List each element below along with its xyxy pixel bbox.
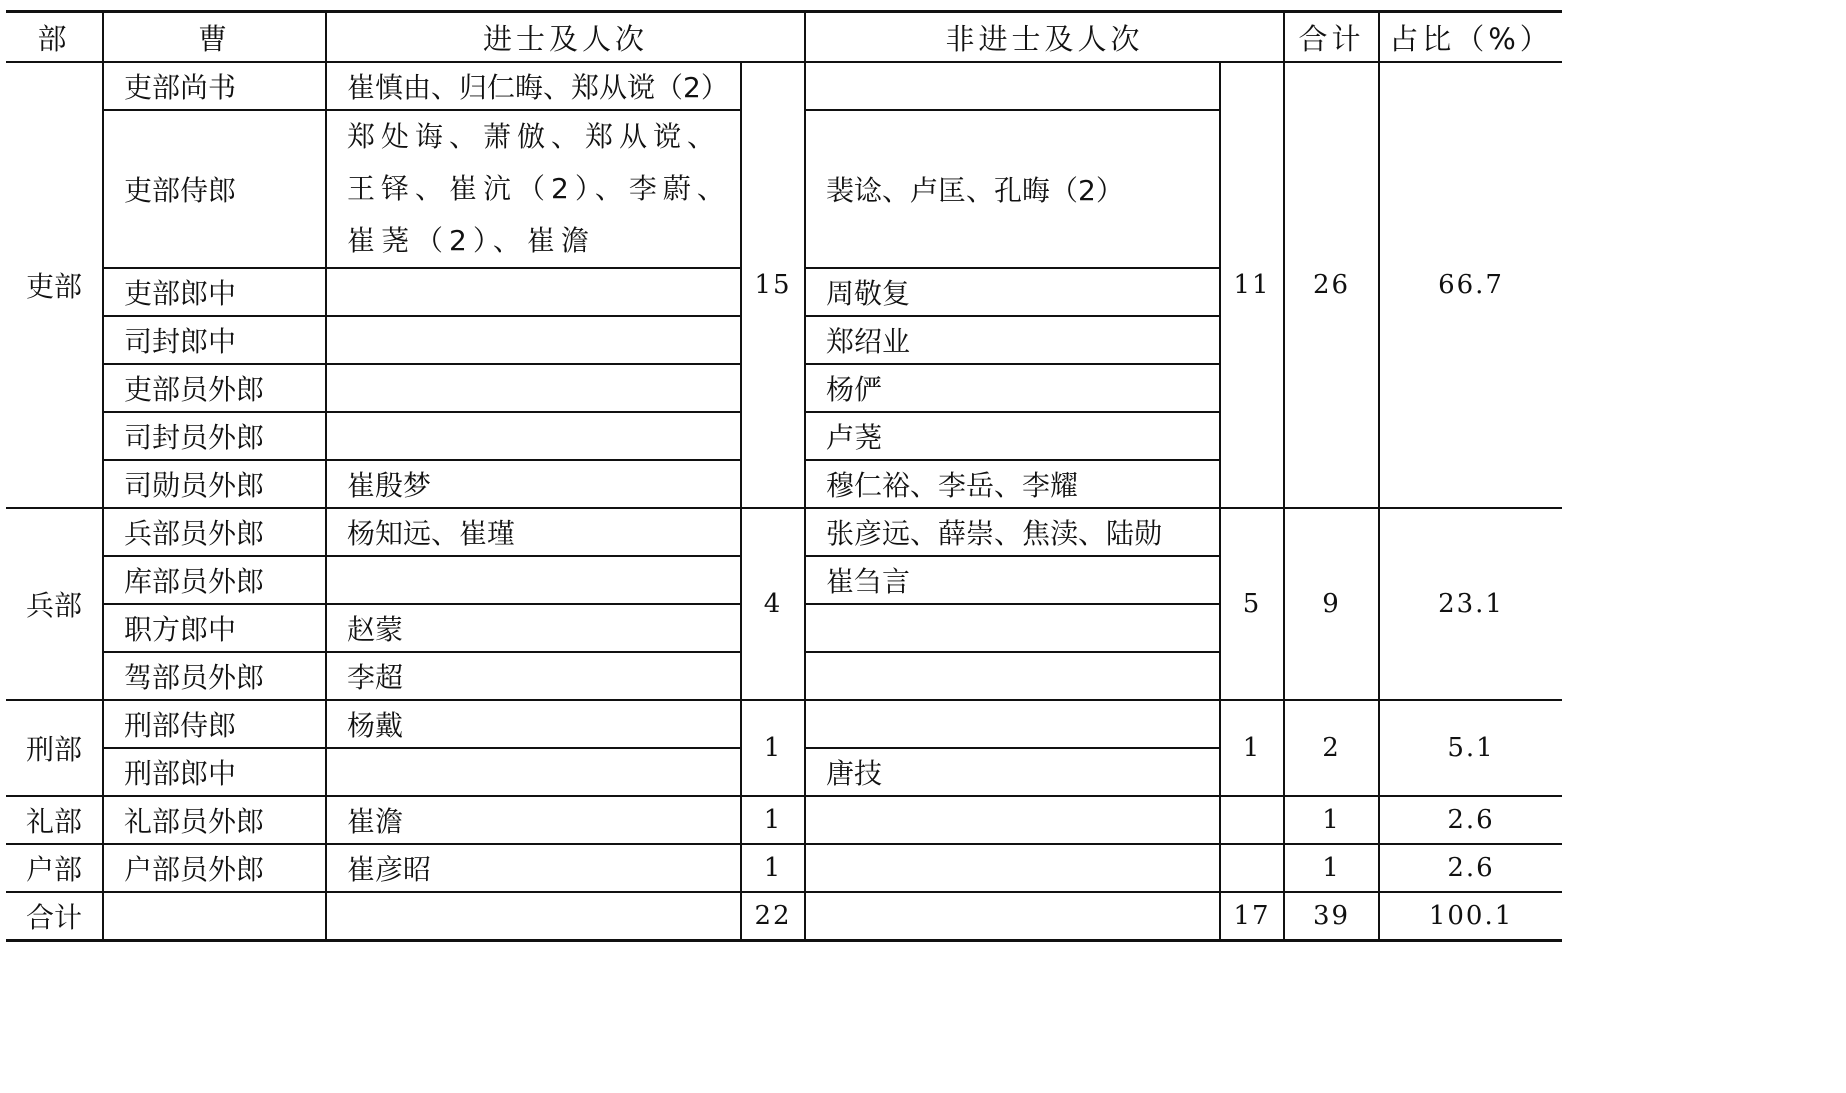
cao-cell: 司封员外郎 xyxy=(103,412,326,460)
jinshi-names-cell xyxy=(326,268,741,316)
jinshi-names-cell: 崔彦昭 xyxy=(326,844,741,892)
total-cell: 26 xyxy=(1284,62,1379,508)
summary-jinshi-names-cell xyxy=(326,892,741,941)
pct-cell: 5.1 xyxy=(1379,700,1562,796)
pct-cell: 23.1 xyxy=(1379,508,1562,700)
table-row xyxy=(6,844,1562,892)
cao-cell: 礼部员外郎 xyxy=(103,796,326,844)
header-jinshi: 进士及人次 xyxy=(326,12,805,63)
dept-cell: 礼部 xyxy=(6,796,103,844)
jinshi-names-cell: 崔澹 xyxy=(326,796,741,844)
dept-cell: 户部 xyxy=(6,844,103,892)
table-container xyxy=(6,10,1562,942)
cao-cell: 司勋员外郎 xyxy=(103,460,326,508)
cao-cell: 司封郎中 xyxy=(103,316,326,364)
fei-names-cell xyxy=(805,796,1220,844)
summary-label: 合计 xyxy=(6,892,103,941)
cao-cell: 吏部侍郎 xyxy=(103,110,326,268)
fei-names-cell: 杨俨 xyxy=(805,364,1220,412)
fei-names-cell xyxy=(805,62,1220,110)
total-cell: 2 xyxy=(1284,700,1379,796)
jinshi-names-cell xyxy=(326,412,741,460)
cao-cell: 吏部尚书 xyxy=(103,62,326,110)
cao-cell: 兵部员外郎 xyxy=(103,508,326,556)
total-cell: 9 xyxy=(1284,508,1379,700)
fei-names-cell: 卢荛 xyxy=(805,412,1220,460)
jinshi-count-cell: 1 xyxy=(741,796,805,844)
fei-names-cell: 周敬复 xyxy=(805,268,1220,316)
fei-names-cell xyxy=(805,604,1220,652)
summary-pct: 100.1 xyxy=(1379,892,1562,941)
header-zhanbi: 占比（%） xyxy=(1379,12,1562,63)
fei-names-cell: 裴谂、卢匡、孔晦（2） xyxy=(805,110,1220,268)
dept-cell: 刑部 xyxy=(6,700,103,796)
header-row xyxy=(6,12,1562,63)
total-cell: 1 xyxy=(1284,844,1379,892)
header-heji: 合计 xyxy=(1284,12,1379,63)
jinshi-names-cell xyxy=(326,748,741,796)
fei-count-cell: 5 xyxy=(1220,508,1284,700)
jinshi-count-cell: 15 xyxy=(741,62,805,508)
jinshi-names-cell: 李超 xyxy=(326,652,741,700)
fei-count-cell xyxy=(1220,844,1284,892)
fei-names-cell: 唐技 xyxy=(805,748,1220,796)
summary-total: 39 xyxy=(1284,892,1379,941)
cao-cell: 户部员外郎 xyxy=(103,844,326,892)
jinshi-names-cell xyxy=(326,364,741,412)
dept-cell: 兵部 xyxy=(6,508,103,700)
jinshi-count-cell: 1 xyxy=(741,844,805,892)
fei-names-cell: 张彦远、薛崇、焦渎、陆勋 xyxy=(805,508,1220,556)
pct-cell: 2.6 xyxy=(1379,796,1562,844)
total-cell: 1 xyxy=(1284,796,1379,844)
table-row xyxy=(6,62,1562,110)
cao-cell: 吏部员外郎 xyxy=(103,364,326,412)
cao-cell: 驾部员外郎 xyxy=(103,652,326,700)
jinshi-names-cell xyxy=(326,556,741,604)
fei-names-cell: 郑绍业 xyxy=(805,316,1220,364)
header-bu: 部 xyxy=(6,12,103,63)
fei-names-cell xyxy=(805,652,1220,700)
jinshi-names-cell: 崔慎由、归仁晦、郑从谠（2） xyxy=(326,62,741,110)
table-row xyxy=(6,700,1562,748)
fei-names-cell xyxy=(805,700,1220,748)
jinshi-names-cell: 郑处诲、萧倣、郑从谠、王铎、崔沆（2）、李蔚、崔荛（2）、崔澹 xyxy=(326,110,741,268)
summary-fei-count: 17 xyxy=(1220,892,1284,941)
cao-cell: 职方郎中 xyxy=(103,604,326,652)
fei-count-cell: 1 xyxy=(1220,700,1284,796)
dept-cell: 吏部 xyxy=(6,62,103,508)
jinshi-names-cell xyxy=(326,316,741,364)
pct-cell: 66.7 xyxy=(1379,62,1562,508)
jinshi-count-cell: 4 xyxy=(741,508,805,700)
fei-count-cell xyxy=(1220,796,1284,844)
summary-jinshi-count: 22 xyxy=(741,892,805,941)
table-row xyxy=(6,796,1562,844)
summary-cao-cell xyxy=(103,892,326,941)
cao-cell: 刑部郎中 xyxy=(103,748,326,796)
jinshi-names-cell: 赵蒙 xyxy=(326,604,741,652)
jinshi-names-cell: 杨知远、崔瑾 xyxy=(326,508,741,556)
pct-cell: 2.6 xyxy=(1379,844,1562,892)
summary-fei-names-cell xyxy=(805,892,1220,941)
fei-names-cell: 穆仁裕、李岳、李耀 xyxy=(805,460,1220,508)
header-fei-jinshi: 非进士及人次 xyxy=(805,12,1284,63)
fei-names-cell: 崔刍言 xyxy=(805,556,1220,604)
header-cao: 曹 xyxy=(103,12,326,63)
cao-cell: 库部员外郎 xyxy=(103,556,326,604)
cao-cell: 刑部侍郎 xyxy=(103,700,326,748)
officials-table xyxy=(6,10,1562,942)
jinshi-names-cell: 崔殷梦 xyxy=(326,460,741,508)
summary-row xyxy=(6,892,1562,941)
jinshi-count-cell: 1 xyxy=(741,700,805,796)
jinshi-names-cell: 杨戴 xyxy=(326,700,741,748)
cao-cell: 吏部郎中 xyxy=(103,268,326,316)
fei-names-cell xyxy=(805,844,1220,892)
table-row xyxy=(6,508,1562,556)
fei-count-cell: 11 xyxy=(1220,62,1284,508)
